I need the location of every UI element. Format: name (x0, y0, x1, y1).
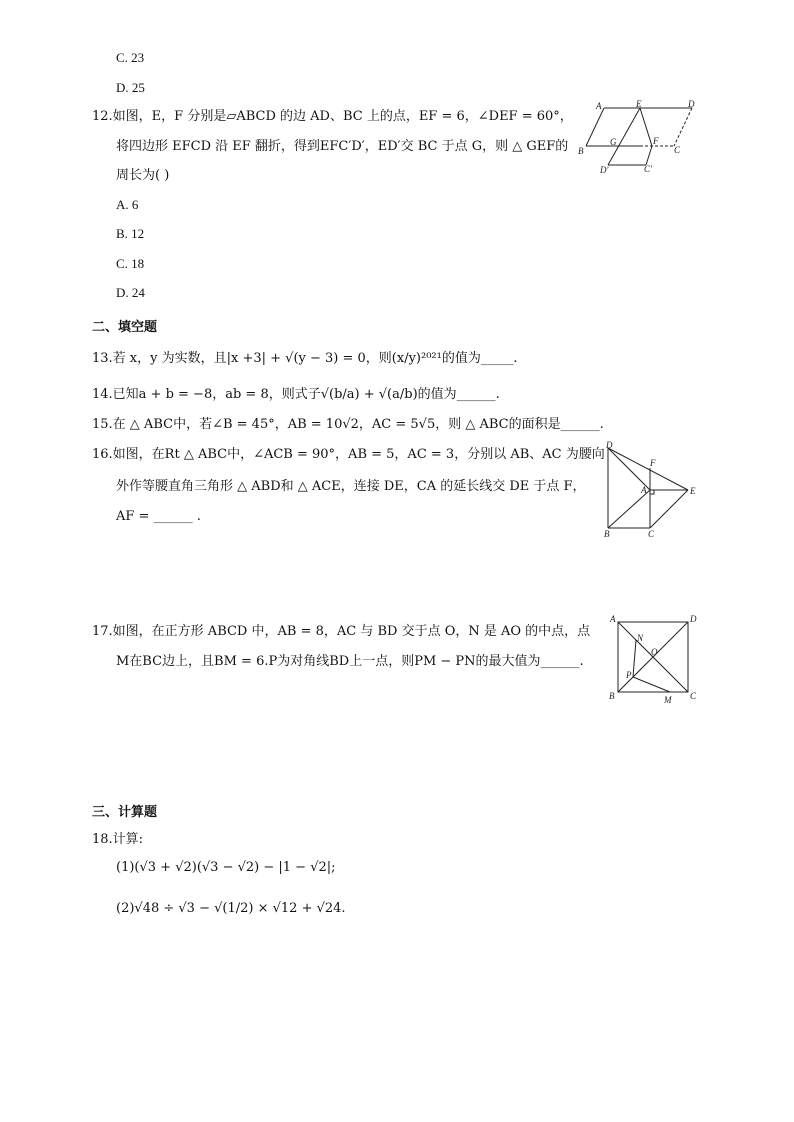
q12-label-c: C (674, 145, 681, 155)
q16-label-e: E (690, 486, 696, 496)
q12-line1: 12.如图，E，F 分别是▱ABCD 的边 AD、BC 上的点，EF = 6，∠DEF = 60°， (92, 109, 573, 124)
q16-line2: 外作等腰直角三角形 △ ABD和 △ ACE，连接 DE，CA 的延长线交 DE 于点 F， (116, 479, 586, 494)
q12-label-g: G (610, 137, 617, 147)
q13-text: 13.若 x，y 为实数，且|x +3| + √(y − 3) = 0，则(x/y)²⁰²¹的值为_____. (92, 351, 518, 366)
q16-label-d: D (606, 440, 613, 450)
q18-part1: (1)(√3 + √2)(√3 − √2) − |1 − √2|; (116, 860, 336, 875)
q16-label-c: C (648, 529, 655, 539)
q17-line2: M在BC边上，且BM = 6.P为对角线BD上一点，则PM − PN的最大值为______. (116, 654, 584, 669)
q17-line1: 17.如图，在正方形 ABCD 中，AB = 8，AC 与 BD 交于点 O，N 是 AO 的中点，点 (92, 624, 591, 639)
q17-label-p: P (626, 670, 632, 680)
q12-figure (572, 98, 702, 178)
q17-label-b: B (609, 691, 615, 701)
q18-part2: (2)√48 ÷ √3 − √(1/2) × √12 + √24. (116, 901, 346, 916)
q17-label-n: N (637, 633, 644, 643)
q12-line3: 周长为( ) (116, 168, 170, 183)
q16-label-f: F (650, 458, 656, 468)
q12-option-c: C. 18 (116, 256, 145, 271)
q17-label-m: M (664, 695, 672, 704)
q12-line2: 将四边形 EFCD 沿 EF 翻折，得到EFC′D′，ED′交 BC 于点 G，则 △ GEF的 (116, 139, 569, 154)
section-calculation-title: 三、计算题 (92, 805, 158, 820)
q12-label-d-prime: D′ (600, 165, 609, 175)
q12-label-c-prime: C′ (644, 164, 652, 174)
q17-label-c: C (690, 691, 697, 701)
q17-label-o: O (651, 647, 658, 657)
q16-label-a: A (641, 485, 647, 495)
q12-label-e: E (636, 99, 642, 109)
q16-label-b: B (604, 529, 610, 539)
q12-option-d: D. 24 (116, 285, 145, 300)
q18-title: 18.计算: (92, 832, 144, 847)
q11-option-d: D. 25 (116, 80, 145, 95)
q16-line3: AF = ______ . (116, 509, 201, 524)
q16-figure (598, 440, 708, 540)
q16-line1: 16.如图，在Rt △ ABC中，∠ACB = 90°，AB = 5，AC = 3，分别以 AB、AC 为腰向 (92, 447, 605, 462)
q17-label-d: D (690, 614, 697, 624)
q12-label-d: D (688, 99, 695, 109)
q14-text: 14.已知a + b = −8，ab = 8，则式子√(b/a) + √(a/b)的值为______. (92, 387, 500, 402)
q12-label-f: F (653, 136, 659, 146)
q17-label-a: A (610, 614, 616, 624)
q17-figure (606, 612, 702, 704)
q15-text: 15.在 △ ABC中，若∠B = 45°，AB = 10√2，AC = 5√5，则 △ ABC的面积是______. (92, 417, 604, 432)
q12-option-a: A. 6 (116, 197, 139, 212)
q12-option-b: B. 12 (116, 226, 145, 241)
q11-option-c: C. 23 (116, 50, 145, 65)
q12-label-a: A (596, 101, 602, 111)
section-fill-in-title: 二、填空题 (92, 320, 158, 335)
q12-label-b: B (578, 146, 584, 156)
